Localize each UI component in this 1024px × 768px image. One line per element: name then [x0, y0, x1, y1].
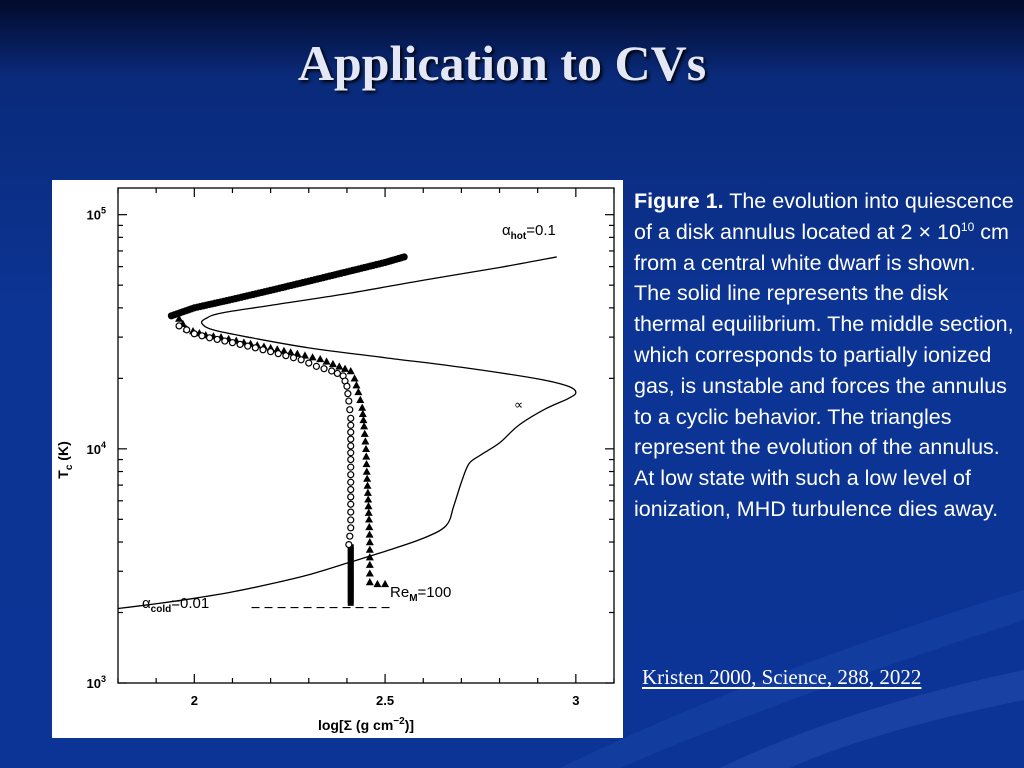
y-tick-label-exp: 4 — [100, 439, 106, 450]
triangle-marker — [366, 561, 374, 568]
triangle-marker — [365, 509, 373, 516]
x-axis-label — [318, 716, 414, 733]
triangle-marker — [381, 580, 389, 587]
x-axis-label-post: )] — [404, 717, 415, 733]
caption-exponent: 10 — [960, 219, 975, 234]
circle-marker — [348, 457, 354, 463]
circle-marker — [348, 415, 354, 421]
alpha-hot-value: =0.1 — [526, 222, 556, 239]
citation-link[interactable]: Kristen 2000, Science, 288, 2022 — [642, 665, 922, 689]
circle-marker — [176, 323, 182, 329]
stray-symbol: ∝ — [514, 397, 524, 412]
alpha-cold-sub: cold — [150, 604, 172, 615]
triangle-marker — [366, 530, 374, 537]
circle-marker — [306, 360, 312, 366]
triangle-marker — [364, 502, 372, 509]
circle-marker — [346, 398, 352, 404]
circle-marker — [283, 353, 289, 359]
triangle-marker — [365, 515, 373, 522]
triangle-marker — [309, 353, 317, 360]
circle-marker — [329, 368, 335, 374]
figure-panel — [52, 180, 623, 738]
circle-marker — [291, 355, 297, 361]
triangle-marker — [363, 460, 371, 467]
circle-marker — [348, 487, 354, 493]
y-tick-label-exp: 3 — [100, 674, 106, 684]
alpha-cold-annotation — [142, 595, 209, 615]
circle-marker — [348, 436, 354, 442]
triangle-marker — [361, 430, 369, 437]
circle-marker — [268, 349, 274, 355]
triangle-marker — [359, 410, 367, 417]
triangle-marker — [316, 355, 324, 362]
circle-marker — [348, 422, 354, 428]
alpha-hot-symbol: α — [502, 222, 511, 239]
caption-text-before-exponent: The evolution into quiescence of a disk annulus located at 2 × 10 — [634, 189, 1014, 244]
tick-labels — [87, 206, 580, 708]
triangle-marker — [352, 381, 360, 388]
x-tick-label: 3 — [572, 693, 580, 708]
figure-caption — [634, 186, 1016, 525]
y-tick-label — [87, 674, 106, 691]
x-axis-label-pre: log[Σ (g cm — [317, 717, 394, 733]
circle-marker — [237, 341, 243, 347]
caption-text-after-exponent: cm from a central white dwarf is shown. The solid line represents the disk thermal equilibrium. The middle section, which corresponds to partially ionized gas, is unstable and forces the annulus to a cyclic behavior. The triangles represent the evolution of the annulus. At low state with such a low level of ionization, MHD turbulence dies away. — [634, 219, 1014, 521]
circle-marker — [334, 370, 340, 376]
triangle-marker — [364, 495, 372, 502]
circle-marker — [199, 333, 205, 339]
x-axis-label-exp: −2 — [393, 716, 405, 727]
slide-title: Application to CVs — [297, 35, 707, 91]
circle-marker — [348, 525, 354, 531]
triangle-marker — [360, 422, 368, 429]
re-m-prefix: Re — [390, 584, 410, 601]
circle-marker — [207, 335, 213, 341]
triangle-marker — [362, 452, 370, 459]
triangle-marker — [335, 362, 343, 369]
y-tick-label-base: 10 — [86, 676, 101, 691]
triangle-marker — [366, 546, 374, 553]
circle-marker — [348, 517, 354, 523]
circle-marker — [245, 343, 251, 349]
circle-marker — [275, 351, 281, 357]
y-axis-label-unit: (K) — [55, 441, 71, 465]
y-tick-label — [87, 440, 106, 457]
data-series — [118, 253, 576, 608]
triangle-marker — [366, 569, 374, 576]
triangle-marker — [362, 445, 370, 452]
circle-marker — [214, 336, 220, 342]
circle-marker — [348, 464, 354, 470]
caption-lead: Figure 1. — [634, 189, 724, 213]
circle-marker — [260, 347, 266, 353]
re-m-value: =100 — [417, 584, 452, 601]
y-tick-label-base: 10 — [86, 441, 101, 457]
thermal-equilibrium-chart — [52, 180, 623, 738]
triangle-marker — [361, 437, 369, 444]
alpha-hot-sub: hot — [510, 231, 527, 242]
circle-marker — [348, 494, 354, 500]
cold-stem-marker — [348, 600, 354, 606]
alpha-cold-symbol: α — [142, 595, 151, 612]
circle-marker — [348, 501, 354, 507]
circle-marker — [313, 363, 319, 369]
triangle-marker — [373, 580, 381, 587]
circle-marker — [348, 443, 354, 449]
hot-branch-marker — [401, 253, 408, 260]
circle-marker — [348, 509, 354, 515]
circle-marker — [348, 472, 354, 478]
triangle-marker — [356, 396, 364, 403]
circle-marker — [348, 429, 354, 435]
circle-marker — [222, 338, 228, 344]
triangle-marker — [363, 475, 371, 482]
alpha-cold-value: =0.01 — [171, 595, 210, 612]
triangle-marker — [351, 374, 359, 381]
x-tick-label: 2 — [190, 693, 198, 708]
circle-marker — [191, 331, 197, 337]
y-axis-label-sub: c — [64, 464, 75, 471]
triangle-marker — [359, 416, 367, 423]
circle-marker — [344, 383, 350, 389]
x-tick-label: 2.5 — [376, 693, 395, 708]
triangle-marker — [354, 388, 362, 395]
triangle-marker — [366, 538, 374, 545]
circle-marker — [347, 407, 353, 413]
y-tick-label — [87, 206, 106, 223]
circle-marker — [347, 533, 353, 539]
circle-marker — [184, 327, 190, 333]
circle-marker — [348, 479, 354, 485]
re-m-sub: M — [409, 593, 418, 604]
circle-marker — [348, 450, 354, 456]
triangle-marker — [329, 360, 337, 367]
y-tick-label-base: 10 — [86, 207, 101, 223]
y-axis-label — [55, 441, 75, 478]
triangle-marker — [363, 468, 371, 475]
re-m-annotation — [390, 584, 451, 604]
triangle-marker — [366, 578, 374, 585]
triangle-marker — [365, 523, 373, 530]
y-tick-label-exp: 5 — [100, 205, 106, 216]
circle-marker — [345, 391, 351, 397]
triangle-marker — [358, 404, 366, 411]
triangle-marker — [323, 357, 331, 364]
y-axis-label-main: T — [55, 470, 71, 479]
circle-marker — [346, 542, 352, 548]
circle-marker — [321, 366, 327, 372]
triangle-marker — [364, 489, 372, 496]
circle-marker — [229, 340, 235, 346]
alpha-hot-annotation — [502, 222, 556, 242]
circle-marker — [252, 345, 258, 351]
triangle-marker — [364, 482, 372, 489]
circle-marker — [298, 357, 304, 363]
